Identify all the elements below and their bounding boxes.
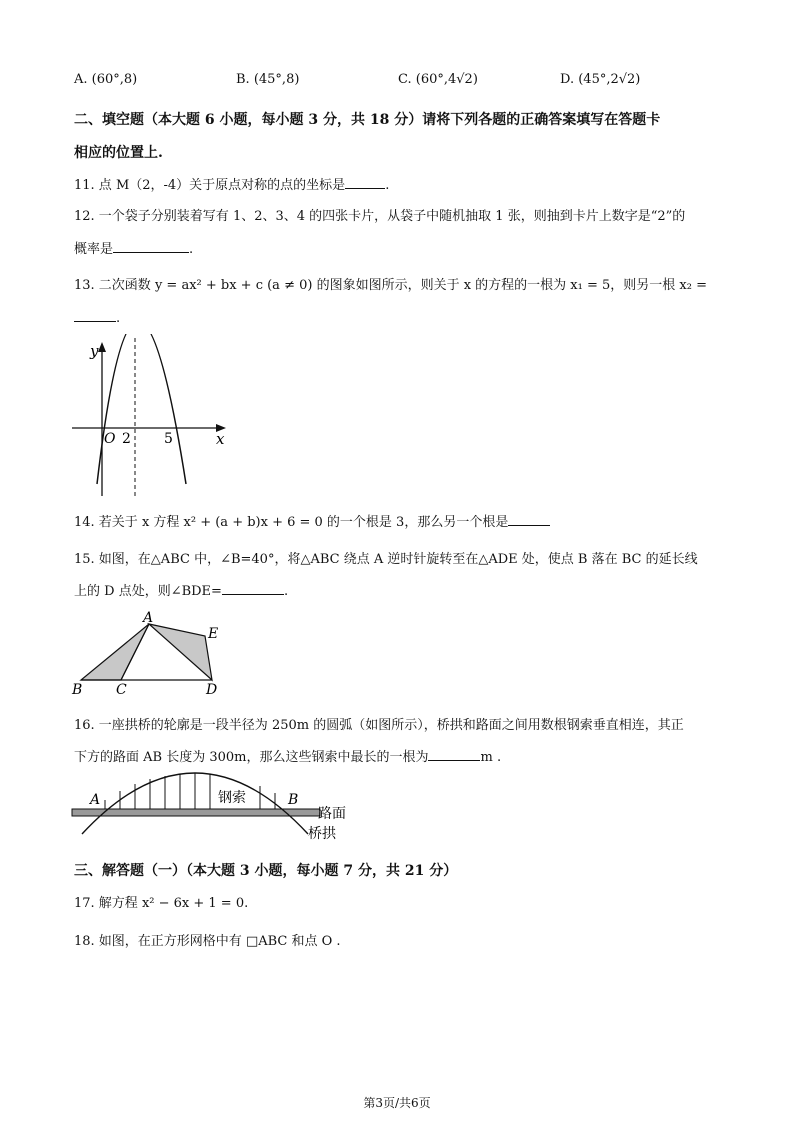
answer-blank	[74, 309, 116, 322]
question-14	[74, 511, 550, 530]
y-axis-label: y	[90, 342, 99, 360]
section3-heading: 三、解答题（一）（本大题 3 小题，每小题 7 分，共 21 分）	[74, 863, 458, 879]
triangle-rotation-figure	[68, 608, 232, 702]
vertex-label-d: D	[206, 682, 218, 698]
question-15-text: 上的 D 点处，则∠BDE=	[74, 584, 222, 599]
triangle-abc	[81, 624, 149, 680]
question-14-text: 14. 若关于 x 方程 x² + (a + b)x + 6 = 0 的一个根是 3，那么另一个根是	[74, 515, 509, 530]
question-11	[74, 174, 389, 193]
section2-heading-line1: 二、填空题（本大题 6 小题，每小题 3 分，共 18 分）请将下列各题的正确答案填写在答题卡	[74, 112, 661, 128]
page-number: 第3页/共6页	[363, 1096, 431, 1110]
question-18: 18. 如图，在正方形网格中有 □ABC 和点 O .	[74, 934, 341, 949]
vertex-label-c: C	[116, 682, 127, 698]
point-label-b: B	[288, 792, 299, 808]
question-16-text: 下方的路面 AB 长度为 300m，那么这些钢索中最长的一根为	[74, 750, 429, 765]
section2-heading-line2: 相应的位置上.	[74, 145, 163, 161]
question-11-end: .	[385, 178, 390, 193]
choice-c: C. (60°,4√2)	[398, 72, 478, 87]
question-15-end: .	[283, 584, 289, 599]
tick-label-5: 5	[164, 431, 173, 447]
question-13-end: .	[116, 311, 121, 326]
origin-label: O	[104, 431, 116, 447]
arch-label: 桥拱	[308, 826, 336, 842]
parabola-curve	[97, 334, 186, 484]
road-label: 路面	[318, 806, 346, 822]
answer-blank	[508, 513, 550, 526]
answer-blank	[428, 748, 480, 761]
question-15-line1: 15. 如图，在△ABC 中，∠B=40°，将△ABC 绕点 A 逆时针旋转至在△ADE 处，使点 B 落在 BC 的延长线	[74, 552, 698, 567]
question-16-end: m .	[480, 750, 502, 765]
question-12-line2	[74, 238, 193, 257]
answer-blank	[113, 240, 189, 253]
tick-label-2: 2	[122, 431, 131, 447]
triangle-ade	[149, 624, 212, 680]
arch-bridge-figure	[70, 764, 370, 844]
choice-d: D. (45°,2√2)	[560, 72, 641, 87]
cables	[105, 773, 275, 809]
parabola-graph	[66, 334, 236, 500]
answer-blank	[345, 176, 385, 189]
question-16-line1: 16. 一座拱桥的轮廓是一段半径为 250m 的圆弧（如图所示），桥拱和路面之间用数根钢索垂直相连，其正	[74, 718, 684, 733]
cable-label: 钢索	[218, 790, 246, 806]
vertex-label-e: E	[208, 626, 219, 642]
question-15-line2	[74, 580, 288, 599]
y-axis-arrow-icon	[98, 342, 106, 352]
vertex-label-a: A	[143, 610, 154, 626]
question-12-line1: 12. 一个袋子分别装着写有 1、2、3、4 的四张卡片，从袋子中随机抽取 1 张，则抽到卡片上数字是“2”的	[74, 209, 686, 224]
vertex-label-b: B	[72, 682, 83, 698]
question-13-line2	[74, 309, 120, 326]
point-label-a: A	[90, 792, 101, 808]
x-axis-label: x	[216, 430, 225, 448]
question-17: 17. 解方程 x² − 6x + 1 = 0.	[74, 896, 249, 911]
question-12-end: .	[189, 242, 194, 257]
answer-blank	[222, 582, 284, 595]
choice-a: A. (60°,8)	[74, 72, 138, 87]
question-13-line1: 13. 二次函数 y = ax² + bx + c (a ≠ 0) 的图象如图所示，则关于 x 的方程的一根为 x₁ = 5，则另一根 x₂ =	[74, 278, 707, 293]
choice-b: B. (45°,8)	[236, 72, 300, 87]
question-11-text: 11. 点 M（2，-4）关于原点对称的点的坐标是	[74, 178, 346, 193]
question-12-text: 概率是	[74, 242, 114, 257]
question-16-line2	[74, 746, 501, 765]
